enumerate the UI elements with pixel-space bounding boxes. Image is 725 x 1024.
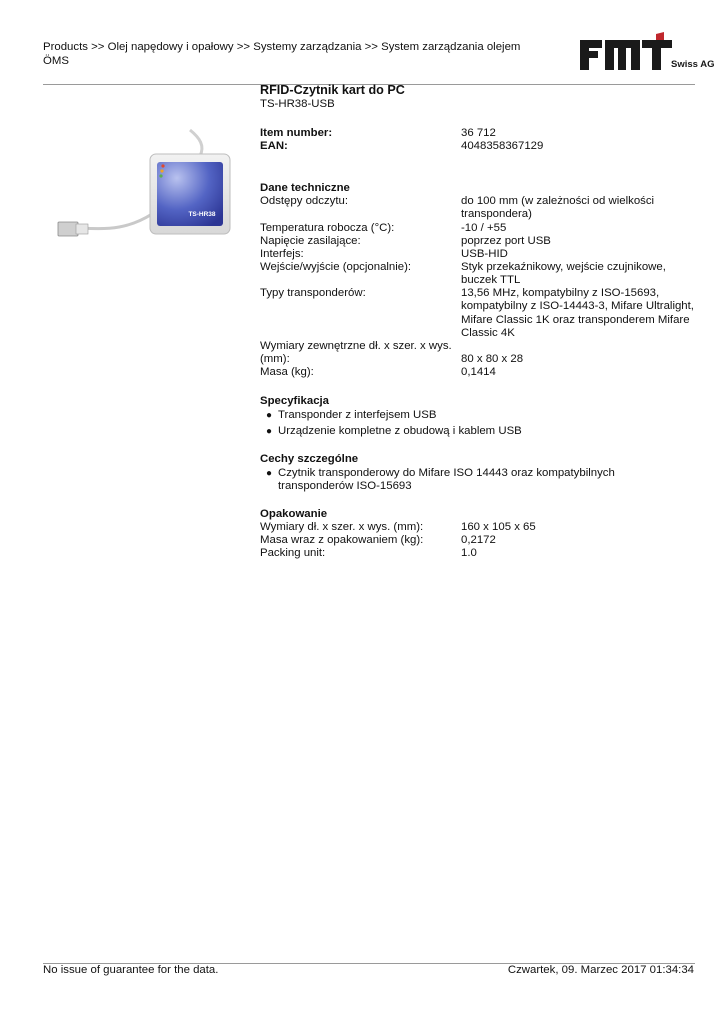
- bullet-icon: ●: [266, 410, 273, 421]
- packaging-value: 1.0: [461, 547, 477, 559]
- product-image: [50, 118, 240, 288]
- tech-heading: Dane techniczne: [260, 182, 350, 194]
- product-title: RFID-Czytnik kart do PC: [260, 83, 405, 97]
- product-model: TS-HR38-USB: [260, 98, 335, 110]
- tech-label: Typy transponderów:: [260, 287, 366, 299]
- packaging-label: Wymiary dł. x szer. x wys. (mm):: [260, 521, 424, 533]
- tech-value: 0,1414: [461, 366, 496, 378]
- spec-heading: Specyfikacja: [260, 395, 330, 407]
- bullet-icon: ●: [266, 426, 273, 437]
- packaging-value: 0,2172: [461, 534, 496, 546]
- item-number-value: 36 712: [461, 127, 496, 139]
- tech-value: do 100 mm (w zależności od wielkości transpondera): [461, 195, 655, 221]
- tech-value: 13,56 MHz, kompatybilny z ISO-15693, kompatybilny z ISO-14443-3, Mifare Ultralight, Mifare Classic 1K oraz transponderem Mifare Classic 4K: [461, 287, 694, 340]
- tech-label: Interfejs:: [260, 248, 304, 260]
- tech-value: -10 / +55: [461, 222, 507, 234]
- bullet-icon: ●: [266, 468, 273, 479]
- logo-sub: Swiss AG: [671, 59, 715, 70]
- tech-label: Wymiary zewnętrzne dł. x szer. x wys. (mm):: [260, 340, 452, 366]
- packaging-value: 160 x 105 x 65: [461, 521, 536, 533]
- tech-label: Temperatura robocza (°C):: [260, 222, 395, 234]
- tech-value: 80 x 80 x 28: [461, 353, 524, 365]
- tech-label: Masa (kg):: [260, 366, 314, 378]
- fmt-logo: [578, 30, 715, 72]
- tech-label: Napięcie zasilające:: [260, 235, 361, 247]
- tech-label: Wejście/wyjście (opcjonalnie):: [260, 261, 412, 273]
- ean-label: EAN:: [260, 140, 288, 152]
- breadcrumb: Products >> Olej napędowy i opałowy >> Systemy zarządzania >> System zarządzania olejem ÖMS: [43, 41, 521, 67]
- packaging-heading: Opakowanie: [260, 508, 328, 520]
- tech-label: Odstępy odczytu:: [260, 195, 349, 207]
- footer-disclaimer: No issue of guarantee for the data.: [43, 964, 219, 976]
- item-number-label: Item number:: [260, 127, 333, 139]
- ean-value: 4048358367129: [461, 140, 544, 152]
- packaging-label: Packing unit:: [260, 547, 326, 559]
- device-label: TS-HR38: [188, 211, 216, 218]
- tech-value: poprzez port USB: [461, 235, 551, 247]
- tech-value: Styk przekaźnikowy, wejście czujnikowe, buczek TTL: [461, 261, 666, 287]
- features-heading: Cechy szczególne: [260, 453, 359, 465]
- packaging-label: Masa wraz z opakowaniem (kg):: [260, 534, 424, 546]
- tech-value: USB-HID: [461, 248, 508, 260]
- footer-date: Czwartek, 09. Marzec 2017 01:34:34: [507, 964, 694, 976]
- fmt-logo-graphic: [578, 30, 715, 72]
